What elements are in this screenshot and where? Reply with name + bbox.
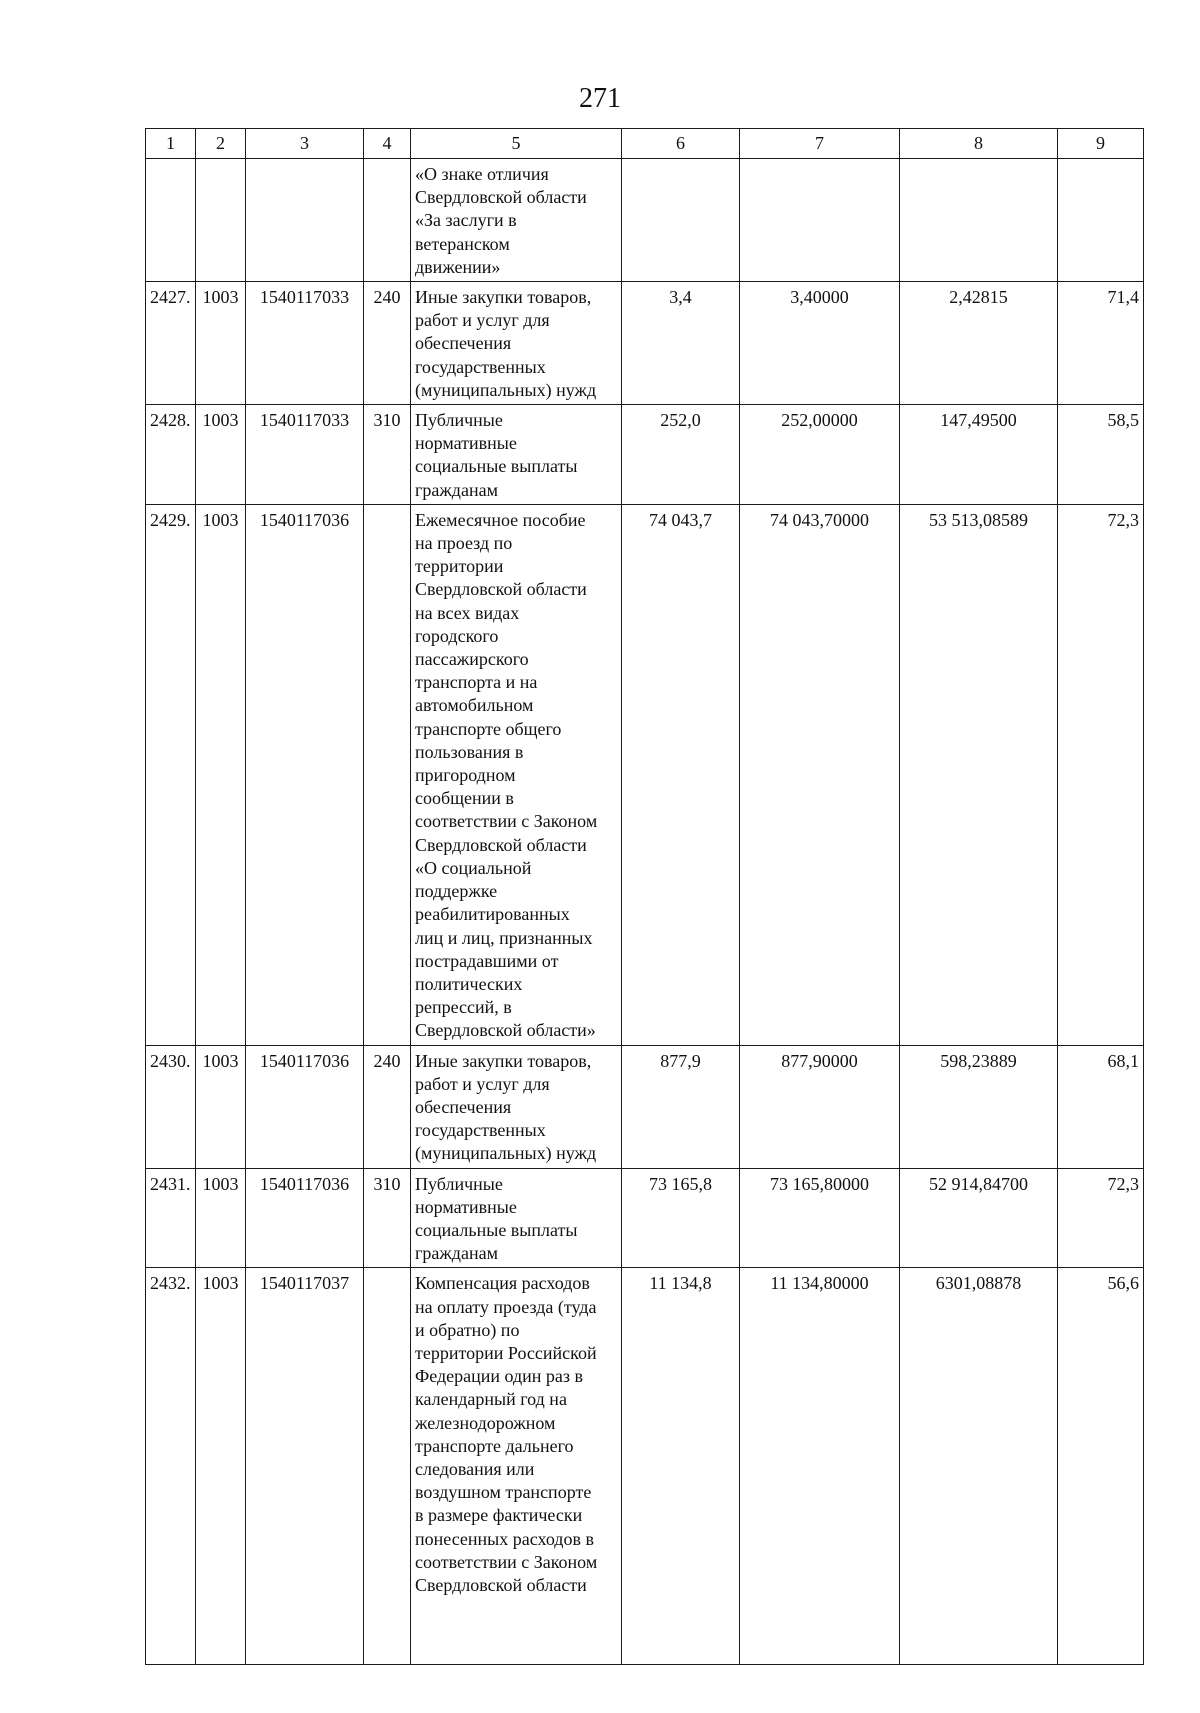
description-line: лиц и лиц, признанных	[415, 927, 593, 948]
description-line: железнодорожном	[415, 1412, 556, 1433]
planned-amount-cell: 74 043,70000	[740, 504, 900, 1045]
expense-type-cell: 310	[364, 1168, 411, 1268]
description-cell	[411, 1168, 622, 1268]
description-line: государственных	[415, 1120, 546, 1141]
description-line: гражданам	[415, 1243, 498, 1264]
description-cell	[411, 504, 622, 1045]
description-cell	[411, 405, 622, 505]
description-line: пассажирского	[415, 649, 529, 670]
percent-cell	[1058, 159, 1144, 282]
section-code-cell: 1003	[196, 1045, 246, 1168]
approved-amount-cell: 252,0	[622, 405, 740, 505]
column-header: 2	[196, 129, 246, 159]
description-line: Свердловской области	[415, 579, 587, 600]
section-code-cell: 1003	[196, 1168, 246, 1268]
target-code-cell: 1540117036	[246, 1168, 364, 1268]
table-row	[146, 1168, 1144, 1268]
expense-type-cell: 310	[364, 405, 411, 505]
description-line: движении»	[415, 256, 501, 277]
approved-amount-cell: 877,9	[622, 1045, 740, 1168]
row-number-cell: 2427.	[146, 282, 196, 405]
section-code-cell	[196, 159, 246, 282]
description-line: транспорта и на	[415, 672, 538, 693]
description-line: пригородном	[415, 765, 516, 786]
description-line: соответствии с Законом	[415, 1551, 598, 1572]
description-line: нормативные	[415, 1196, 517, 1217]
table-row	[146, 1045, 1144, 1168]
description-line: «О социальной	[415, 857, 532, 878]
description-line: пострадавшими от	[415, 950, 559, 971]
executed-amount-cell: 2,42815	[900, 282, 1058, 405]
description-line: нормативные	[415, 433, 517, 454]
description-line: следования или	[415, 1458, 535, 1479]
column-header: 4	[364, 129, 411, 159]
approved-amount-cell: 11 134,8	[622, 1268, 740, 1665]
target-code-cell: 1540117033	[246, 282, 364, 405]
description-line: (муниципальных) нужд	[415, 379, 597, 400]
column-header: 6	[622, 129, 740, 159]
description-line: на оплату проезда (туда	[415, 1296, 597, 1317]
description-line: обеспечения	[415, 333, 512, 354]
description-line: государственных	[415, 356, 546, 377]
description-line: поддержке	[415, 881, 498, 902]
executed-amount-cell: 147,49500	[900, 405, 1058, 505]
planned-amount-cell: 877,90000	[740, 1045, 900, 1168]
description-line: воздушном транспорте	[415, 1482, 592, 1503]
description-line: городского	[415, 625, 499, 646]
description-line: соответствии с Законом	[415, 811, 598, 832]
planned-amount-cell	[740, 159, 900, 282]
description-line: Компенсация расходов	[415, 1273, 590, 1294]
row-number-cell: 2431.	[146, 1168, 196, 1268]
description-line: Свердловской области»	[415, 1020, 596, 1041]
section-code-cell: 1003	[196, 282, 246, 405]
column-header: 1	[146, 129, 196, 159]
description-line: «За заслуги в	[415, 210, 517, 231]
percent-cell: 72,3	[1058, 1168, 1144, 1268]
table-body	[146, 159, 1144, 1665]
description-line: работ и услуг для	[415, 310, 550, 331]
expense-type-cell	[364, 159, 411, 282]
description-line: и обратно) по	[415, 1319, 520, 1340]
header-row	[146, 129, 1144, 159]
target-code-cell: 1540117036	[246, 1045, 364, 1168]
description-line: понесенных расходов в	[415, 1528, 594, 1549]
description-cell	[411, 282, 622, 405]
percent-cell: 71,4	[1058, 282, 1144, 405]
table-row	[146, 405, 1144, 505]
description-cell	[411, 1268, 622, 1665]
executed-amount-cell: 598,23889	[900, 1045, 1058, 1168]
percent-cell: 68,1	[1058, 1045, 1144, 1168]
description-line: в размере фактически	[415, 1505, 583, 1526]
description-line: территории Российской	[415, 1342, 597, 1363]
approved-amount-cell	[622, 159, 740, 282]
row-number-cell: 2432.	[146, 1268, 196, 1665]
description-line: на проезд по	[415, 533, 513, 554]
target-code-cell: 1540117033	[246, 405, 364, 505]
description-line: сообщении в	[415, 788, 514, 809]
approved-amount-cell: 73 165,8	[622, 1168, 740, 1268]
description-line: гражданам	[415, 479, 498, 500]
description-line: реабилитированных	[415, 904, 570, 925]
description-line: «О знаке отличия	[415, 164, 549, 184]
description-line: политических	[415, 973, 523, 994]
column-header: 7	[740, 129, 900, 159]
description-line: Иные закупки товаров,	[415, 287, 592, 308]
row-number-cell: 2429.	[146, 504, 196, 1045]
description-line: Ежемесячное пособие	[415, 509, 586, 530]
column-header: 5	[411, 129, 622, 159]
executed-amount-cell	[900, 159, 1058, 282]
expense-type-cell: 240	[364, 282, 411, 405]
column-header: 9	[1058, 129, 1144, 159]
planned-amount-cell: 73 165,80000	[740, 1168, 900, 1268]
target-code-cell: 1540117037	[246, 1268, 364, 1665]
approved-amount-cell: 74 043,7	[622, 504, 740, 1045]
description-line: (муниципальных) нужд	[415, 1143, 597, 1164]
description-cell	[411, 1045, 622, 1168]
description-line: пользования в	[415, 741, 524, 762]
column-header: 3	[246, 129, 364, 159]
table-row	[146, 282, 1144, 405]
executed-amount-cell: 53 513,08589	[900, 504, 1058, 1045]
expense-type-cell	[364, 1268, 411, 1665]
expense-type-cell: 240	[364, 1045, 411, 1168]
executed-amount-cell: 52 914,84700	[900, 1168, 1058, 1268]
budget-table	[145, 128, 1144, 1665]
approved-amount-cell: 3,4	[622, 282, 740, 405]
description-line: Иные закупки товаров,	[415, 1050, 592, 1071]
description-line: территории	[415, 556, 504, 577]
row-number-cell	[146, 159, 196, 282]
expense-type-cell	[364, 504, 411, 1045]
page-number: 271	[579, 83, 621, 114]
row-number-cell: 2428.	[146, 405, 196, 505]
section-code-cell: 1003	[196, 504, 246, 1045]
planned-amount-cell: 252,00000	[740, 405, 900, 505]
description-line: репрессий, в	[415, 997, 512, 1018]
section-code-cell: 1003	[196, 1268, 246, 1665]
executed-amount-cell: 6301,08878	[900, 1268, 1058, 1665]
planned-amount-cell: 3,40000	[740, 282, 900, 405]
description-line: обеспечения	[415, 1096, 512, 1117]
description-line: Публичные	[415, 410, 503, 431]
percent-cell: 56,6	[1058, 1268, 1144, 1665]
description-line: на всех видах	[415, 602, 520, 623]
description-line: Свердловской области	[415, 1574, 587, 1595]
percent-cell: 58,5	[1058, 405, 1144, 505]
target-code-cell	[246, 159, 364, 282]
description-line: Публичные	[415, 1173, 503, 1194]
row-number-cell: 2430.	[146, 1045, 196, 1168]
description-line: автомобильном	[415, 695, 534, 716]
description-line: транспорте дальнего	[415, 1435, 574, 1456]
planned-amount-cell: 11 134,80000	[740, 1268, 900, 1665]
description-cell	[411, 159, 622, 282]
description-line: Свердловской области	[415, 187, 587, 208]
description-line: работ и услуг для	[415, 1073, 550, 1094]
description-line: ветеранском	[415, 233, 510, 254]
table-row	[146, 504, 1144, 1045]
description-line: социальные выплаты	[415, 456, 578, 477]
description-line: Свердловской области	[415, 834, 587, 855]
table-row	[146, 1268, 1144, 1665]
percent-cell: 72,3	[1058, 504, 1144, 1045]
description-line: социальные выплаты	[415, 1219, 578, 1240]
description-line: транспорте общего	[415, 718, 562, 739]
target-code-cell: 1540117036	[246, 504, 364, 1045]
section-code-cell: 1003	[196, 405, 246, 505]
description-line: Федерации один раз в	[415, 1366, 584, 1387]
description-line: календарный год на	[415, 1389, 567, 1410]
column-header: 8	[900, 129, 1058, 159]
table-row	[146, 159, 1144, 282]
